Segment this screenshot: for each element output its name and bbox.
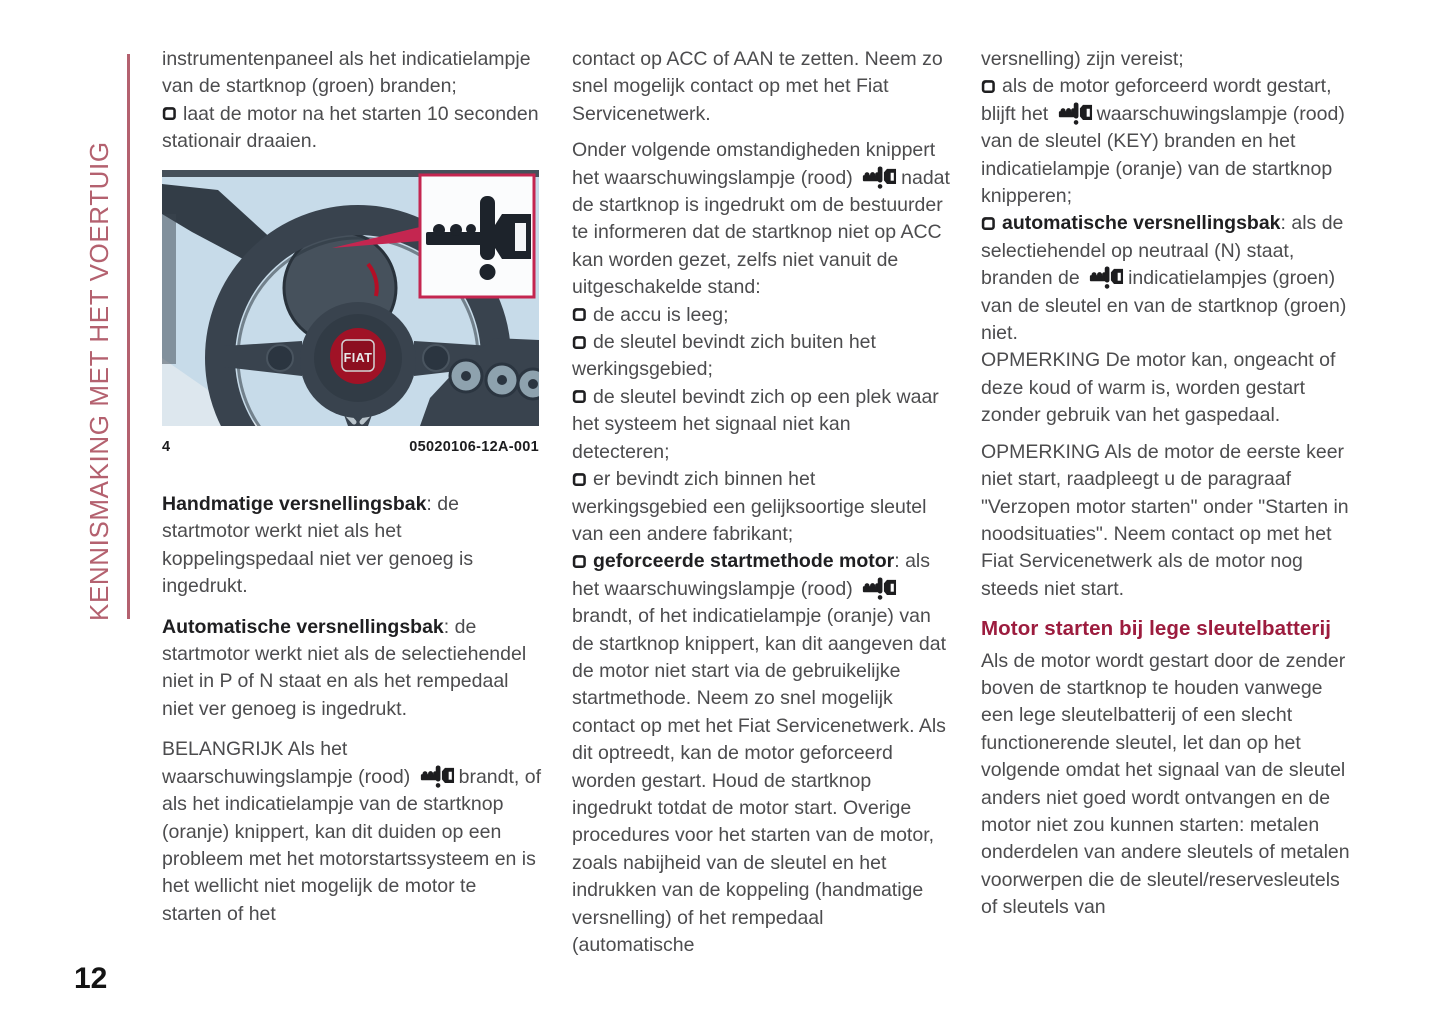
square-bullet-icon [981,216,996,231]
list-item: de accu is leeg; [572,302,951,329]
key-warning-icon [1058,101,1093,125]
paragraph: instrumentenpaneel als het indicatielampje van de startknop (groen) branden; [162,48,531,98]
paragraph: OPMERKING De motor kan, ongeacht of deze koud of warm is, worden gestart zonder gebruik van het gaspedaal. [981,349,1336,427]
paragraph: versnelling) zijn vereist; [981,48,1184,70]
paragraph: Automatische versnellingsbak: de startmotor werkt niet als de selectiehendel niet in P of N staat en als het rempedaal niet ver genoeg is ingedrukt. [162,615,527,720]
steering-wheel-figure [162,170,539,426]
list-item: laat de motor na het starten 10 seconden stationair draaien. [162,102,539,153]
paragraph: Handmatige versnellingsbak: de startmotor werkt niet als het koppelingspedaal niet ver genoeg is ingedrukt. [162,493,474,598]
figure-block [162,170,541,461]
paragraph: OPMERKING Als de motor de eerste keer niet start, raadpleegt u de paragraaf "Verzopen motor starten" onder "Starten in noodsituaties". Neem contact op met het Fiat Servicenetwerk als de motor nog steeds niet start. [981,440,1349,600]
chapter-sidebar-title: KENNISMAKING MET HET VOERTUIG [84,141,114,621]
list-item: als de motor geforceerd wordt gestart, blijft het waarschuwingslampje (rood) van de sleutel (KEY) branden en het indicatielampje (oranje) van de startknop knipperen; [981,75,1345,208]
key-warning-icon [862,576,897,600]
paragraph: Als de motor wordt gestart door de zender boven de startknop te houden vanwege een lege sleutelbatterij of een slecht functionerende sleutel, let dan op het volgende omdat het signaal van de sleutel anders niet goed wordt ontvangen en de motor niet zou kunnen starten: metalen onderdelen van andere sleutels of metalen voorwerpen die de sleutel/reservesleutels of sleutels van [981,649,1350,919]
square-bullet-icon [572,307,587,322]
square-bullet-icon [572,389,587,404]
square-bullet-icon [162,106,177,121]
square-bullet-icon [981,79,996,94]
key-warning-icon [862,165,897,189]
key-warning-icon [1089,265,1124,289]
list-item: automatische versnellingsbak: als de selectiehendel op neutraal (N) staat, branden de indicatielampjes (groen) van de sleutel en van de startknop (groen) niet. [981,212,1347,345]
page-number: 12 [74,962,108,995]
text-column-2 [572,46,951,959]
section-heading: Motor starten bij lege sleutelbatterij [981,617,1332,641]
sidebar-vertical-rule [127,54,130,619]
paragraph: contact op ACC of AAN te zetten. Neem zo snel mogelijk contact op met het Fiat Servicenetwerk. [572,48,943,125]
square-bullet-icon [572,472,587,487]
figure-caption [162,434,539,461]
square-bullet-icon [572,335,587,350]
list-item: de sleutel bevindt zich op een plek waar het systeem het signaal niet kan detecteren; [572,385,939,463]
figure-number: 4 [162,438,171,455]
text-column-1 [162,46,541,928]
key-warning-callout [420,175,534,297]
key-warning-icon [420,764,455,788]
square-bullet-icon [572,554,587,569]
text-column-3 [981,46,1360,922]
list-item: er bevindt zich binnen het werkingsgebied een gelijksoortige sleutel van een andere fabrikant; [572,468,927,545]
figure-code: 05020106-12A-001 [409,438,539,455]
paragraph: BELANGRIJK Als het waarschuwingslampje (rood) brandt, of als het indicatielampje van de startknop (oranje) knippert, kan dit duiden op een probleem met het motorstartssysteem en is het wellicht niet mogelijk de motor te starten of het [162,738,541,925]
paragraph: Onder volgende omstandigheden knippert het waarschuwingslampje (rood) nadat de startknop is ingedrukt om de bestuurder te informeren dat de startknop niet op ACC kan worden gezet, zelfs niet vanuit de uitgeschakelde stand: [572,139,950,299]
fiat-logo [330,328,386,384]
list-item: de sleutel bevindt zich buiten het werkingsgebied; [572,331,876,381]
list-item: geforceerde startmethode motor: als het waarschuwingslampje (rood) brandt, of het indicatielampje (oranje) van de startknop knippert, kan dit aangeven dat de motor niet start via de gebruikelijke startmethode. Neem zo snel mogelijk contact op met het Fiat Servicenetwerk. Als dit optreedt, kan de motor geforceerd worden gestart. Houd de startknop ingedrukt totdat de motor start. Overige procedures voor het starten van de motor, zoals nabijheid van de sleutel en het indrukken van de koppeling (handmatige versnelling) of het rempedaal (automatische [572,550,947,956]
svg-text:FIAT: FIAT [343,350,373,365]
